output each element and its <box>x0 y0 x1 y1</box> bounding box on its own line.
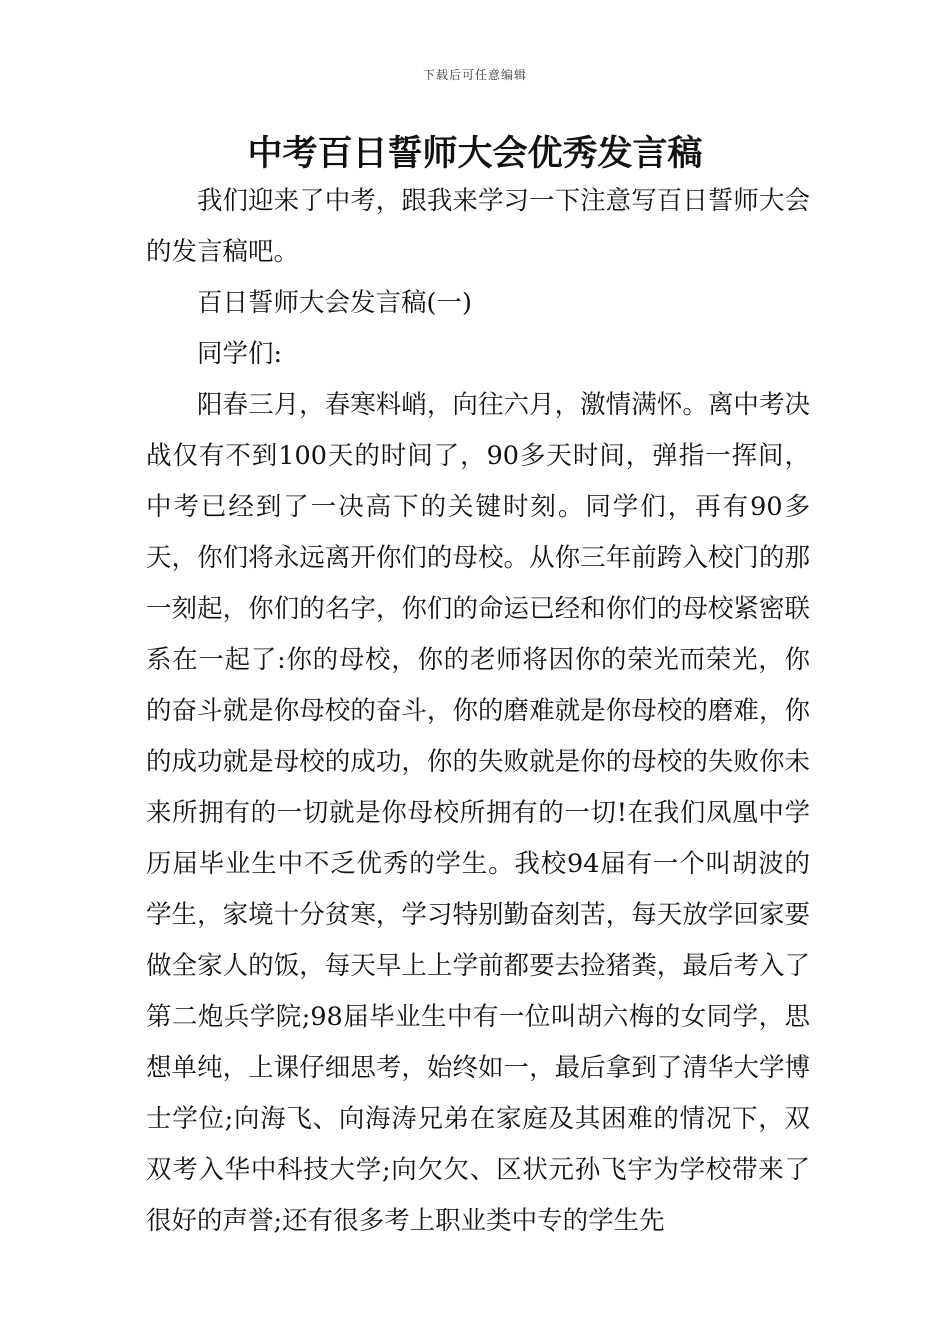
document-title: 中考百日誓师大会优秀发言稿 <box>247 134 703 174</box>
speech-paragraph: 阳春三月，春寒料峭，向往六月，激情满怀。离中考决战仅有不到100天的时间了，90多天时间，弹指一挥间，中考已经到了一决高下的关键时刻。同学们，再有90多天，你们将永远离开你们的母校。从你三年前跨入校门的那一刻起，你们的名字，你们的命运已经和你们的母校紧密联系在一起了:你的母校，你的老师将因你的荣光而荣光，你的奋斗就是你母校的奋斗，你的磨难就是你母校的磨难，你的成功就是母校的成功，你的失败就是你的母校的失败你未来所拥有的一切就是你母校所拥有的一切!在我们凤凰中学历届毕业生中不乏优秀的学生。我校94届有一个叫胡波的学生，家境十分贫寒，学习特别勤奋刻苦，每天放学回家要做全家人的饭，每天早上上学前都要去捡猪粪，最后考入了第二炮兵学院;98届毕业生中有一位叫胡六梅的女同学，思想单纯，上课仔细思考，始终如一，最后拿到了清华大学博士学位;向海飞、向海涛兄弟在家庭及其困难的情况下，双双考入华中科技大学;向欠欠、区状元孙飞宇为学校带来了很好的声誉;还有很多考上职业类中专的学生先 <box>146 390 810 1236</box>
document-body <box>146 176 810 1247</box>
section-heading: 百日誓师大会发言稿(一) <box>197 288 472 318</box>
intro-paragraph: 我们迎来了中考，跟我来学习一下注意写百日誓师大会的发言稿吧。 <box>146 186 810 267</box>
salutation: 同学们: <box>197 339 283 369</box>
header-note: 下载后可任意编辑 <box>422 68 527 82</box>
